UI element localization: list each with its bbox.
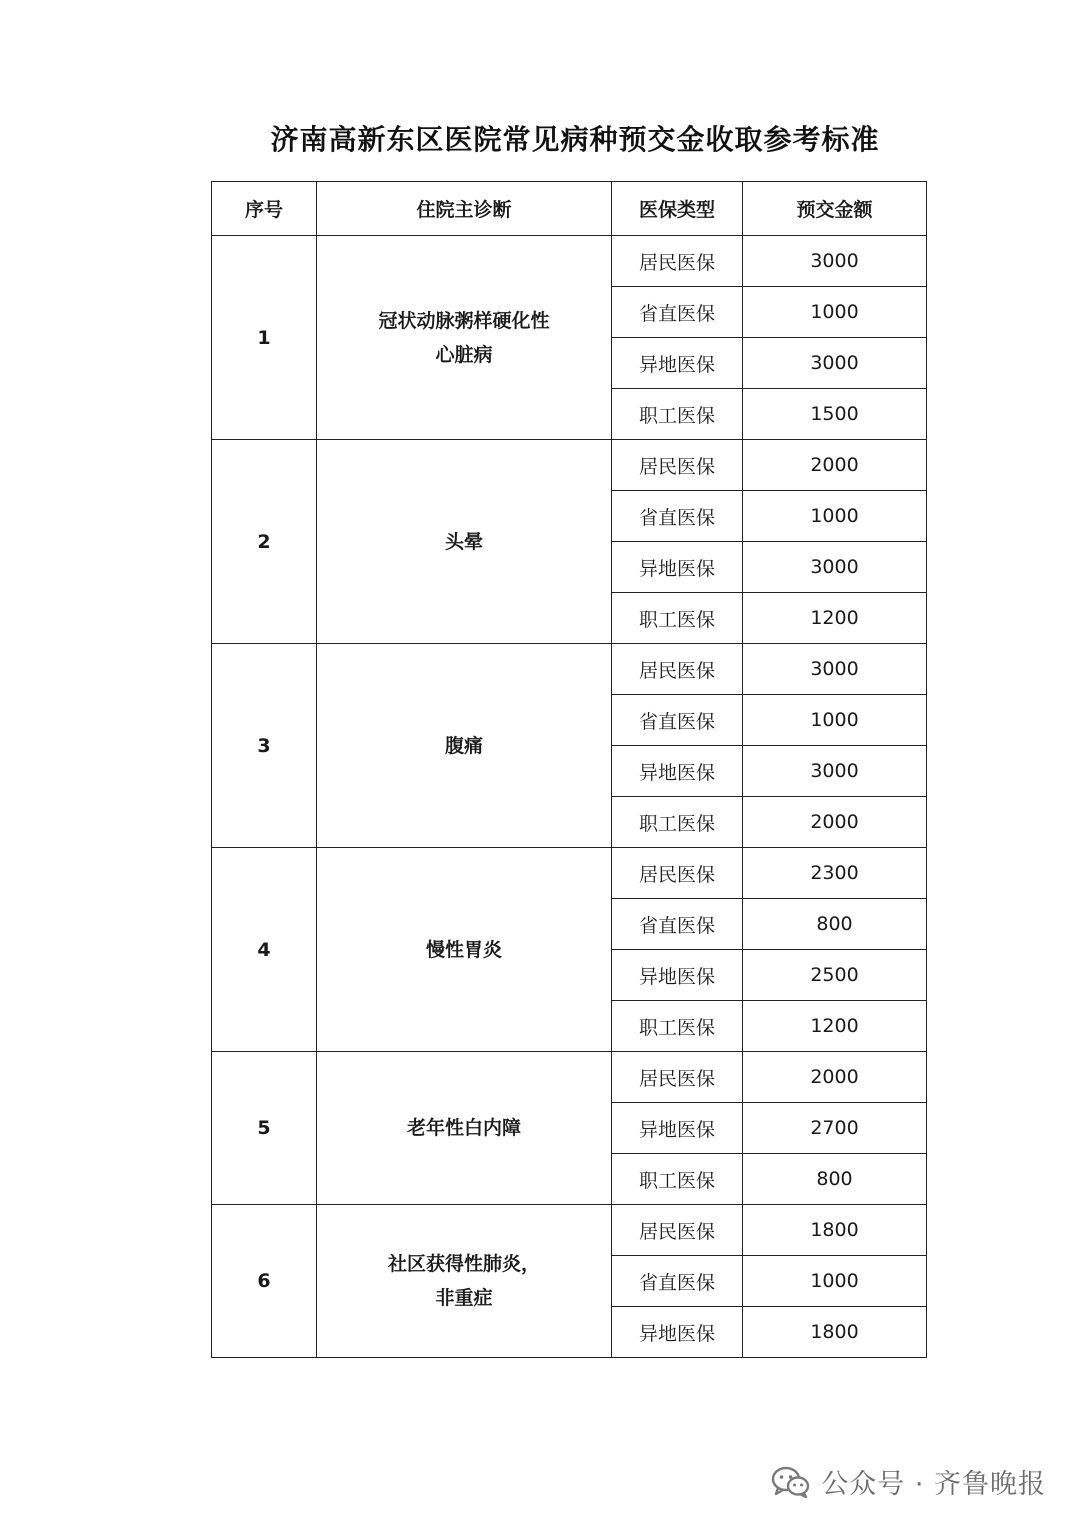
amount-cell: 2300 [743, 848, 927, 899]
insurance-type-cell: 居民医保 [612, 1052, 743, 1103]
amount-cell: 800 [743, 1154, 927, 1205]
insurance-type-cell: 职工医保 [612, 1001, 743, 1052]
insurance-type-cell: 居民医保 [612, 236, 743, 287]
row-seq-number: 3 [212, 644, 317, 848]
wechat-icon [771, 1466, 811, 1498]
insurance-type-cell: 异地医保 [612, 338, 743, 389]
row-diagnosis [317, 1205, 612, 1358]
amount-cell: 3000 [743, 644, 927, 695]
amount-cell: 1200 [743, 593, 927, 644]
row-seq-number: 6 [212, 1205, 317, 1358]
amount-cell: 1800 [743, 1205, 927, 1256]
amount-cell: 1500 [743, 389, 927, 440]
insurance-type-cell: 异地医保 [612, 1103, 743, 1154]
table-row [212, 1052, 927, 1103]
header-amount: 预交金额 [743, 182, 927, 236]
amount-cell: 1200 [743, 1001, 927, 1052]
row-seq-number: 2 [212, 440, 317, 644]
insurance-type-cell: 居民医保 [612, 848, 743, 899]
footer-text: 公众号 · 齐鲁晚报 [821, 1469, 1046, 1500]
row-diagnosis [317, 848, 612, 1052]
insurance-type-cell: 异地医保 [612, 950, 743, 1001]
fee-table [211, 181, 927, 1358]
row-diagnosis [317, 644, 612, 848]
table-row [212, 644, 927, 695]
row-seq-number: 1 [212, 236, 317, 440]
row-diagnosis [317, 236, 612, 440]
diagnosis-line: 社区获得性肺炎， [387, 1253, 540, 1275]
row-diagnosis [317, 440, 612, 644]
amount-cell: 2000 [743, 797, 927, 848]
amount-cell: 3000 [743, 236, 927, 287]
diagnosis-line: 非重症 [435, 1287, 493, 1309]
row-seq-number: 4 [212, 848, 317, 1052]
diagnosis-line: 心脏病 [435, 343, 493, 366]
amount-cell: 3000 [743, 746, 927, 797]
amount-cell: 1000 [743, 1256, 927, 1307]
insurance-type-cell: 居民医保 [612, 644, 743, 695]
table-body [212, 236, 927, 1358]
table-row [212, 236, 927, 287]
amount-cell: 2500 [743, 950, 927, 1001]
diagnosis-line: 腹痛 [444, 734, 483, 757]
amount-cell: 3000 [743, 338, 927, 389]
header-insurance-type: 医保类型 [612, 182, 743, 236]
amount-cell: 1800 [743, 1307, 927, 1358]
page-title: 济南高新东区医院常见病种预交金收取参考标准 [270, 123, 880, 156]
insurance-type-cell: 省直医保 [612, 491, 743, 542]
header-seq: 序号 [212, 182, 317, 236]
amount-cell: 800 [743, 899, 927, 950]
footer-watermark [771, 1462, 1046, 1501]
insurance-type-cell: 异地医保 [612, 542, 743, 593]
table-row [212, 440, 927, 491]
amount-cell: 1000 [743, 491, 927, 542]
insurance-type-cell: 职工医保 [612, 593, 743, 644]
insurance-type-cell: 职工医保 [612, 389, 743, 440]
table-header-row [212, 182, 927, 236]
row-diagnosis [317, 1052, 612, 1205]
insurance-type-cell: 居民医保 [612, 1205, 743, 1256]
diagnosis-line: 冠状动脉粥样硬化性 [378, 309, 550, 332]
insurance-type-cell: 省直医保 [612, 287, 743, 338]
amount-cell: 1000 [743, 695, 927, 746]
table-row [212, 1205, 927, 1256]
amount-cell: 3000 [743, 542, 927, 593]
insurance-type-cell: 异地医保 [612, 746, 743, 797]
insurance-type-cell: 职工医保 [612, 1154, 743, 1205]
diagnosis-line: 头晕 [444, 530, 483, 553]
insurance-type-cell: 异地医保 [612, 1307, 743, 1358]
diagnosis-line: 老年性白内障 [406, 1117, 521, 1139]
row-seq-number: 5 [212, 1052, 317, 1205]
insurance-type-cell: 居民医保 [612, 440, 743, 491]
insurance-type-cell: 省直医保 [612, 899, 743, 950]
insurance-type-cell: 职工医保 [612, 797, 743, 848]
header-diagnosis: 住院主诊断 [317, 182, 612, 236]
diagnosis-line: 慢性胃炎 [425, 938, 502, 961]
amount-cell: 2000 [743, 440, 927, 491]
insurance-type-cell: 省直医保 [612, 695, 743, 746]
amount-cell: 2000 [743, 1052, 927, 1103]
insurance-type-cell: 省直医保 [612, 1256, 743, 1307]
amount-cell: 2700 [743, 1103, 927, 1154]
amount-cell: 1000 [743, 287, 927, 338]
table-row [212, 848, 927, 899]
